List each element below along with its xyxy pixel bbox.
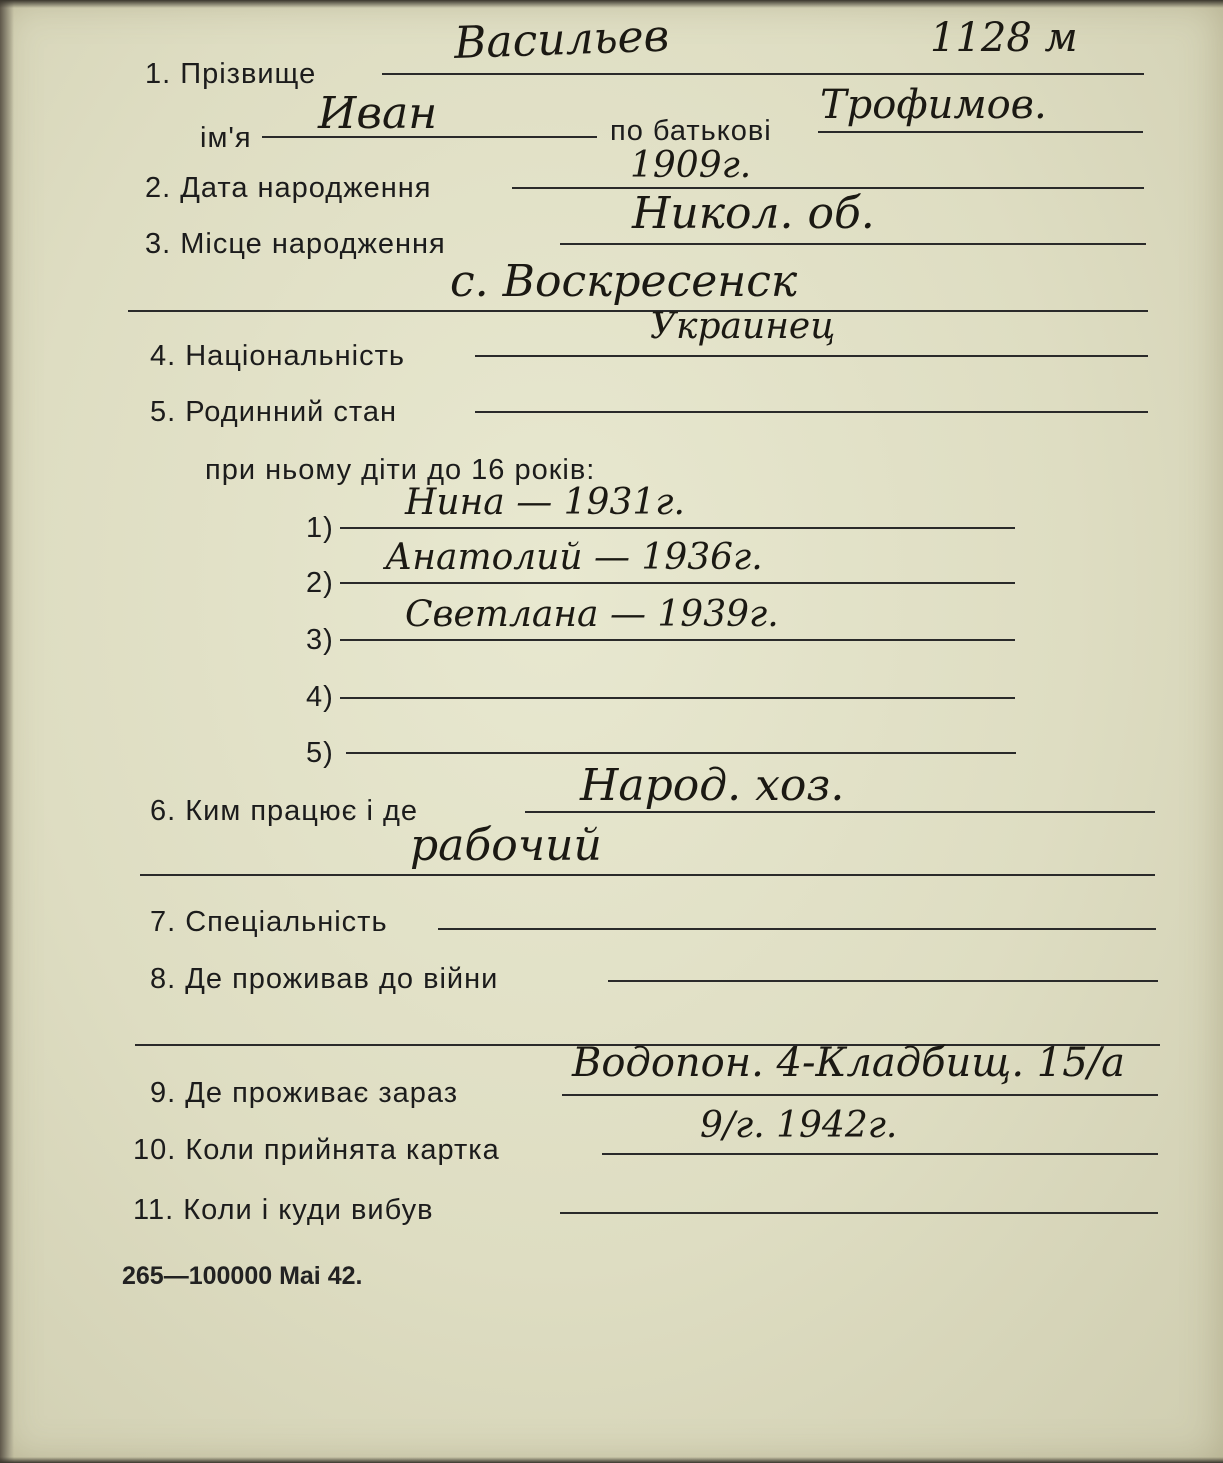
specialty-label: 7. Спеціальність: [150, 906, 388, 938]
current-address-handwriting: Водопон. 4-Кладбищ. 15/а: [572, 1040, 1125, 1086]
child-5-number: 5): [306, 737, 334, 769]
nationality-line: [475, 355, 1148, 357]
paper-edge-left: [0, 0, 14, 1463]
work-line: [525, 811, 1155, 813]
birth-place-line: [560, 243, 1146, 245]
children-label: при ньому діти до 16 років:: [205, 454, 596, 486]
child-3-number: 3): [306, 624, 334, 656]
child-4-line: [340, 697, 1015, 699]
nationality-handwriting: Украинец: [650, 306, 836, 347]
work-handwriting-1: Народ. хоз.: [580, 760, 845, 811]
departed-label: 11. Коли і куди вибув: [133, 1194, 434, 1226]
specialty-line: [438, 928, 1156, 930]
corner-note-handwriting: 1128 м: [930, 15, 1078, 61]
patronymic-line: [818, 131, 1143, 133]
card-accepted-label: 10. Коли прийнята картка: [133, 1134, 500, 1166]
name-handwriting: Иван: [318, 88, 438, 139]
paper-edge-bottom: [0, 1457, 1223, 1463]
child-2-handwriting: Анатолий — 1936г.: [385, 537, 763, 578]
card-accepted-line: [602, 1153, 1158, 1155]
paper-edge-top: [0, 0, 1223, 8]
name-label: ім'я: [200, 122, 252, 154]
nationality-label: 4. Національність: [150, 340, 406, 372]
card-accepted-handwriting: 9/г. 1942г.: [700, 1105, 898, 1146]
birth-date-label: 2. Дата народження: [145, 172, 432, 204]
birth-place-handwriting-1: Никол. об.: [632, 188, 875, 239]
child-3-line: [340, 639, 1015, 641]
birth-place-label: 3. Місце народження: [145, 228, 446, 260]
birth-place-line-2: [128, 310, 1148, 312]
child-1-handwriting: Нина — 1931г.: [405, 482, 685, 523]
work-label: 6. Ким працює і де: [150, 795, 419, 827]
family-status-line: [475, 411, 1148, 413]
surname-line: [382, 73, 1144, 75]
child-1-line: [340, 527, 1015, 529]
surname-handwriting: Васильев: [453, 10, 671, 69]
child-5-line: [346, 752, 1016, 754]
child-3-handwriting: Светлана — 1939г.: [405, 594, 779, 635]
birth-place-handwriting-2: с. Воскресенск: [450, 256, 798, 307]
child-2-number: 2): [306, 567, 334, 599]
current-address-label: 9. Де проживає зараз: [150, 1077, 459, 1109]
prewar-address-label: 8. Де проживав до війни: [150, 963, 499, 995]
patronymic-label: по батькові: [610, 115, 772, 147]
patronymic-handwriting: Трофимов.: [820, 82, 1047, 128]
family-status-label: 5. Родинний стан: [150, 396, 398, 428]
print-code: 265—100000 Mai 42.: [122, 1262, 363, 1290]
prewar-address-line: [608, 980, 1158, 982]
departed-line: [560, 1212, 1158, 1214]
child-4-number: 4): [306, 681, 334, 713]
work-handwriting-2: рабочий: [410, 820, 602, 871]
current-address-line: [562, 1094, 1158, 1096]
birth-date-handwriting: 1909г.: [630, 145, 752, 186]
child-1-number: 1): [306, 512, 334, 544]
child-2-line: [340, 582, 1015, 584]
work-line-2: [140, 874, 1155, 876]
surname-label: 1. Прізвище: [145, 58, 317, 90]
